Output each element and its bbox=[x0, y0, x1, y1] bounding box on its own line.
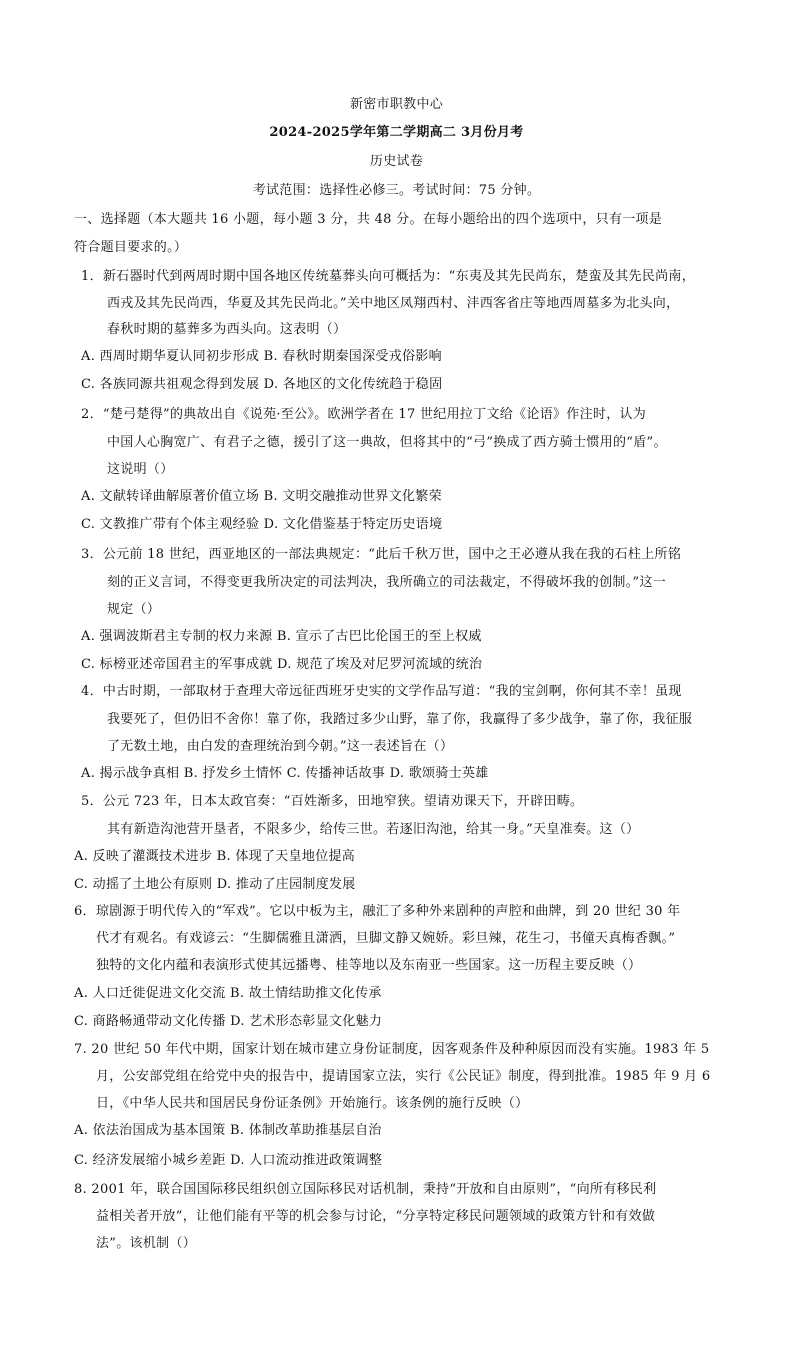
question-stem: 西戎及其先民尚西，华夏及其先民尚北。”关中地区凤翔西村、沣西客省庄等地西周墓多为北头向， bbox=[107, 296, 680, 311]
question-stem: 1．新石器时代到两周时期中国各地区传统墓葬头向可概括为：“东夷及其先民尚东，楚蛮及其先民尚南， bbox=[81, 269, 696, 284]
question-stem: 日，《中华人民共和国居民身份证条例》开始施行。该条例的施行反映（） bbox=[96, 1096, 529, 1111]
question-options: C. 标榜亚述帝国君主的军事成就 D. 规范了埃及对尼罗河流域的统治 bbox=[81, 657, 483, 672]
question-options: A. 文献转译曲解原著价值立场 B. 文明交融推动世界文化繁荣 bbox=[81, 489, 442, 504]
section-heading-cont: 符合题目要求的。） bbox=[74, 240, 188, 255]
question-stem: 月，公安部党组在给党中央的报告中，提请国家立法，实行《公民证》制度，得到批准。1985 年 9 月 6 bbox=[96, 1069, 711, 1084]
question-stem: 代才有观名。有戏谚云：“生脚儒雅且潇洒，旦脚文静又婉娇。彩旦辣，花生刁，书僮天真梅香飘。” bbox=[96, 931, 676, 946]
question-stem: 春秋时期的墓葬多为西头向。这表明（） bbox=[107, 322, 347, 337]
question-options: A. 西周时期华夏认同初步形成 B. 春秋时期秦国深受戎俗影响 bbox=[81, 349, 442, 364]
school-name: 新密市职教中心 bbox=[349, 97, 444, 112]
question-options: C. 动摇了土地公有原则 D. 推动了庄园制度发展 bbox=[74, 877, 356, 892]
question-options: C. 各族同源共祖观念得到发展 D. 各地区的文化传统趋于稳固 bbox=[81, 377, 443, 392]
subject-title: 历史试卷 bbox=[369, 154, 424, 169]
question-stem: 2．“楚弓楚得”的典故出自《说苑·至公》。欧洲学者在 17 世纪用拉丁文给《论语》作注时，认为 bbox=[81, 407, 647, 422]
question-stem: 4．中古时期，一部取材于查理大帝远征西班牙史实的文学作品写道：“我的宝剑啊，你何其不幸！虽现 bbox=[81, 684, 682, 699]
question-options: C. 经济发展缩小城乡差距 D. 人口流动推进政策调整 bbox=[74, 1153, 383, 1168]
question-stem: 6．琼剧源于明代传入的“军戏”。它以中板为主，融汇了多种外来剧种的声腔和曲牌，到 20 世纪 30 年 bbox=[74, 904, 681, 919]
question-stem: 刻的正义言词，不得变更我所决定的司法判决，我所确立的司法裁定，不得破坏我的创制。”这一 bbox=[107, 575, 667, 590]
question-stem: 中国人心胸宽广、有君子之德，援引了这一典故，但将其中的“弓”换成了西方骑士惯用的“盾”。 bbox=[107, 435, 667, 450]
exam-scope: 考试范围：选择性必修三。考试时间：75 分钟。 bbox=[252, 183, 541, 198]
question-options: A. 依法治国成为基本国策 B. 体制改革助推基层自治 bbox=[74, 1123, 382, 1138]
question-stem: 法”。该机制（） bbox=[96, 1236, 197, 1251]
question-stem: 独特的文化内蕴和表演形式使其远播粤、桂等地以及东南亚一些国家。这一历程主要反映（） bbox=[96, 958, 642, 973]
question-stem: 其有新造沟池营开垦者，不限多少，给传三世。若逐旧沟池，给其一身。”天皇准奏。这（） bbox=[107, 822, 640, 837]
question-options: C. 文教推广带有个体主观经验 D. 文化借鉴基于特定历史语境 bbox=[81, 517, 443, 532]
question-stem: 8. 2001 年，联合国国际移民组织创立国际移民对话机制，秉持“开放和自由原则”，“向所有移民利 bbox=[74, 1182, 657, 1197]
question-options: A. 揭示战争真相 B. 抒发乡土情怀 C. 传播神话故事 D. 歌颂骑士英雄 bbox=[81, 766, 489, 781]
question-stem: 规定（） bbox=[107, 602, 161, 617]
question-stem: 了无数土地，由白发的查理统治到今朝。”这一表述旨在（） bbox=[107, 739, 454, 754]
exam-title: 2024-2025学年第二学期高二 3月份月考 bbox=[269, 125, 524, 140]
question-stem: 我要死了，但仍旧不舍你！靠了你，我踏过多少山野，靠了你，我赢得了多少战争，靠了你，我征服 bbox=[107, 712, 693, 727]
question-stem: 这说明（） bbox=[107, 462, 174, 477]
question-options: A. 强调波斯君主专制的权力来源 B. 宣示了古巴比伦国王的至上权威 bbox=[81, 629, 482, 644]
question-stem: 7. 20 世纪 50 年代中期，国家计划在城市建立身份证制度，因客观条件及种种原因而没有实施。1983 年 5 bbox=[74, 1042, 710, 1057]
question-stem: 3．公元前 18 世纪，西亚地区的一部法典规定：“此后千秋万世，国中之王必遵从我在我的石柱上所铭 bbox=[81, 547, 682, 562]
question-stem: 5．公元 723 年，日本太政官奏：“百姓渐多，田地窄狭。望请劝课天下，开辟田畴。 bbox=[81, 794, 584, 809]
question-options: A. 反映了灌溉技术进步 B. 体现了天皇地位提高 bbox=[74, 849, 356, 864]
question-options: C. 商路畅通带动文化传播 D. 艺术形态彰显文化魅力 bbox=[74, 1014, 383, 1029]
question-options: A. 人口迁徙促进文化交流 B. 故土情结助推文化传承 bbox=[74, 986, 382, 1001]
question-stem: 益相关者开放”，让他们能有平等的机会参与讨论，“分享特定移民问题领域的政策方针和有效做 bbox=[96, 1209, 656, 1224]
section-heading: 一、选择题（本大题共 16 小题，每小题 3 分，共 48 分。在每小题给出的四个选项中，只有一项是 bbox=[74, 212, 663, 227]
